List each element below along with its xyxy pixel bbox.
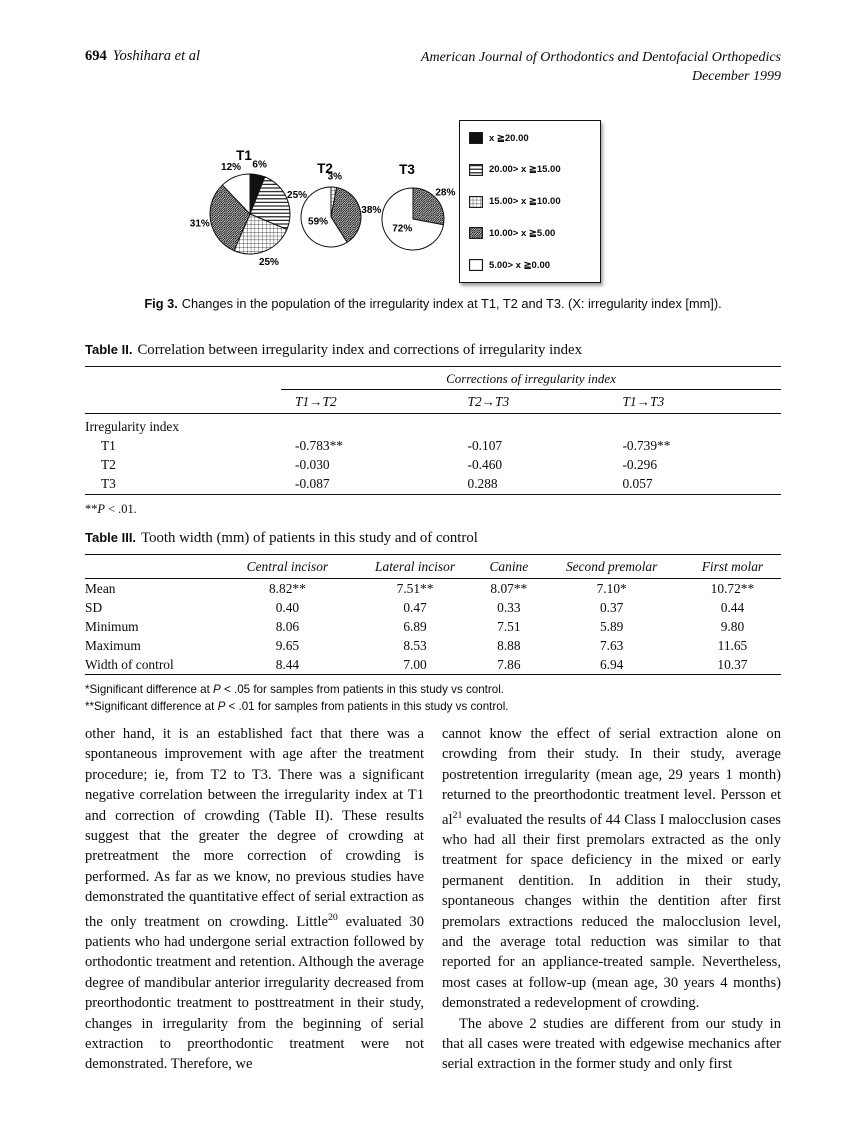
- legend-item: [469, 132, 591, 144]
- fig3-caption: [85, 296, 781, 311]
- legend-item: [469, 196, 591, 208]
- table-cell: 8.06: [275, 618, 300, 634]
- table-footnote: **Significant difference at P < .01 for samples from patients in this study vs control.: [85, 700, 509, 713]
- pie-slice-label: 28%: [435, 187, 456, 199]
- pie-slice-label: 12%: [221, 162, 242, 174]
- table3-column-header: Canine: [478, 555, 539, 579]
- table-cell: 7.63: [599, 637, 624, 653]
- table-iii-title: [85, 530, 781, 547]
- table-ii-footnote: **P < .01.: [85, 501, 137, 516]
- table-iii-footnotes: [85, 682, 781, 715]
- table-cell: 9.65: [275, 637, 300, 653]
- pie-title: T3: [399, 162, 415, 177]
- legend-key-icon: [469, 132, 483, 144]
- table3-column-header: Second premolar: [539, 555, 683, 579]
- running-head-left: [85, 48, 200, 65]
- table-cell: 10.72**: [710, 580, 755, 596]
- pie-slice-label: 38%: [361, 204, 382, 216]
- table-cell: 6.89: [403, 618, 427, 634]
- legend-label: x ≧20.00: [489, 132, 529, 144]
- table-cell: -0.296: [622, 457, 658, 472]
- table-cell: 0.057: [622, 476, 653, 491]
- table-cell: 7.00: [403, 656, 427, 672]
- body-left-column: [85, 724, 424, 1075]
- legend-item: [469, 259, 591, 271]
- pie-slice-label: 31%: [189, 218, 210, 230]
- pie-title: T2: [317, 161, 333, 176]
- table-cell: 0.33: [497, 599, 521, 615]
- table2-column-header: T1→T3: [608, 390, 781, 414]
- table-cell: -0.783**: [295, 438, 343, 453]
- table-cell: 7.86: [497, 656, 521, 672]
- pie-slice-label: 25%: [258, 256, 279, 268]
- table-row: [85, 475, 781, 495]
- body-paragraph: The above 2 studies are different from our study in that all cases were treated with edgewise mechanics after serial extraction in the former study and only first: [442, 1015, 781, 1073]
- table-ii: [85, 366, 781, 495]
- table-iii: [85, 554, 781, 675]
- table-cell: 0.37: [599, 599, 624, 615]
- row-label: Maximum: [85, 637, 141, 653]
- running-head-right: [421, 48, 781, 86]
- table-row: [85, 598, 781, 617]
- table2-span-header: Corrections of irregularity index: [281, 367, 781, 390]
- table-cell: 0.40: [275, 599, 300, 615]
- legend-item: [469, 227, 591, 239]
- journal-title: American Journal of Orthodontics and Dentofacial Orthopedics: [420, 50, 781, 65]
- row-label: T2: [101, 457, 116, 472]
- pie-slice-label: 3%: [327, 171, 343, 183]
- legend-key-icon: [469, 259, 483, 271]
- body-paragraph: cannot know the effect of serial extraction alone on crowding from their study. In their study, average postretention irregularity (mean age, 29 years 1 month) returned to the preorthodontic treatment level. Persson et $al^{21}$ evaluated the results of 44 Class I malocclusion cases who had all their first premolars extracted as the only treatment for space deficiency in the mixed or early permanent dentition. In addition in their study, spontaneous changes within the dentition after first premolars extractions reduced the malocclusion level, and the average total reduction was similar to that reported for an appliance-treated sample. Nevertheless, most cases at follow-up (mean age, 30 years 4 months) demonstrated a redevelopment of crowding.: [442, 726, 781, 1012]
- table-cell: 0.288: [467, 476, 498, 491]
- table-cell: 5.89: [599, 618, 624, 634]
- table-cell: 8.53: [403, 637, 427, 653]
- table-row: [85, 655, 781, 675]
- pie-T2: [301, 161, 381, 247]
- body-right-column: [442, 724, 781, 1075]
- table-iii-title-text: Tooth width (mm) of patients in this study and of control: [141, 530, 478, 546]
- table-cell: 0.47: [403, 599, 427, 615]
- table-footnote: *Significant difference at P < .05 for samples from patients in this study vs control.: [85, 683, 504, 696]
- pie-slice-label: 25%: [287, 189, 308, 201]
- table-cell: 6.94: [599, 656, 624, 672]
- fig3-caption-text: Changes in the population of the irregularity index at T1, T2 and T3. (X: irregularity index [mm]).: [181, 296, 722, 311]
- body-paragraph: other hand, it is an established fact that there was a spontaneous improvement with age after the treatment procedure; ie, from T2 to T3. There was a significant negative correlation between the irregularity index at T1 and correction of crowding (Table II). These results suggest that the greater the degree of crowding at pretreatment the more correction of crowding is performed. As far as we know, no previous studies have demonstrated the quantitative effect of serial extraction as the only treatment on crowding. Little$^{20}$ evaluated 30 patients who had undergone serial extraction followed by orthodontic treatment and retention. Although the average degree of mandibular anterior irregularity decreased from preorthodontic treatment to posttreatment in their study, changes in irregularity from the beginning of serial extraction to preorthodontic treatment were not demonstrated. Therefore, we: [85, 726, 424, 1073]
- table-cell: -0.460: [467, 457, 503, 472]
- table-ii-label: Table II.: [85, 342, 133, 357]
- table-cell: -0.739**: [622, 438, 671, 453]
- table-cell: 7.51: [497, 618, 521, 634]
- authors: Yoshihara et al: [112, 48, 201, 64]
- pie-T3: [382, 162, 455, 250]
- legend-key-icon: [469, 196, 483, 208]
- legend-label: 15.00> x ≧10.00: [489, 196, 561, 207]
- legend-label: 20.00> x ≧15.00: [489, 164, 561, 176]
- table-ii-title: [85, 342, 781, 359]
- page-number: 694: [85, 48, 107, 64]
- table2-group-label: Irregularity index: [85, 419, 180, 434]
- table-cell: 7.51**: [396, 580, 434, 596]
- row-label: T1: [101, 438, 116, 453]
- legend-item: [469, 164, 591, 176]
- table-cell: -0.107: [467, 438, 503, 453]
- pie-slice-label: 6%: [252, 159, 267, 171]
- table-cell: -0.030: [295, 457, 330, 472]
- issue-date: December 1999: [691, 69, 781, 84]
- table3-column-header: First molar: [684, 555, 781, 579]
- table-iii-label: Table III.: [85, 530, 137, 545]
- table2-column-header: T2→T3: [454, 390, 609, 414]
- table-cell: 9.80: [720, 618, 745, 634]
- table-row: [85, 617, 781, 636]
- row-label: SD: [85, 599, 103, 615]
- fig3-legend: [459, 120, 601, 283]
- table-cell: 0.44: [720, 599, 745, 615]
- row-label: Width of control: [85, 656, 174, 672]
- pie-slice-label: 59%: [308, 216, 329, 228]
- pie-title: T1: [236, 148, 252, 163]
- table-cell: 7.10*: [596, 580, 627, 596]
- fig3-pie-charts: [0, 118, 470, 303]
- table-cell: 8.07**: [490, 580, 528, 596]
- row-label: T3: [101, 476, 116, 491]
- table-cell: 8.88: [497, 637, 521, 653]
- legend-label: 10.00> x ≧5.00: [489, 227, 556, 239]
- row-label: Minimum: [85, 618, 139, 634]
- legend-label: 5.00> x ≧0.00: [489, 259, 551, 271]
- table-iii-section: [85, 530, 781, 716]
- table-row: [85, 636, 781, 655]
- table3-column-header: Lateral incisor: [352, 555, 478, 579]
- table-cell: 8.44: [275, 656, 300, 672]
- table-row: [85, 456, 781, 475]
- table-row: [85, 437, 781, 456]
- row-label: Mean: [85, 580, 116, 596]
- table-cell: -0.087: [295, 476, 330, 491]
- legend-key-icon: [469, 164, 483, 176]
- table-ii-section: [85, 342, 781, 517]
- pie-slice-label: 72%: [392, 223, 413, 235]
- legend-key-icon: [469, 227, 483, 239]
- table-cell: 10.37: [717, 656, 748, 672]
- pie-T1: [190, 148, 307, 268]
- pies-group: [190, 148, 456, 268]
- table-cell: 11.65: [717, 637, 748, 653]
- fig3-caption-label: Fig 3.: [144, 296, 178, 311]
- table2-column-header: T1→T2: [281, 390, 454, 414]
- table-ii-title-text: Correlation between irregularity index and corrections of irregularity index: [137, 342, 583, 358]
- table-cell: 8.82**: [268, 580, 306, 596]
- table-row: [85, 579, 781, 599]
- table3-column-header: Central incisor: [223, 555, 352, 579]
